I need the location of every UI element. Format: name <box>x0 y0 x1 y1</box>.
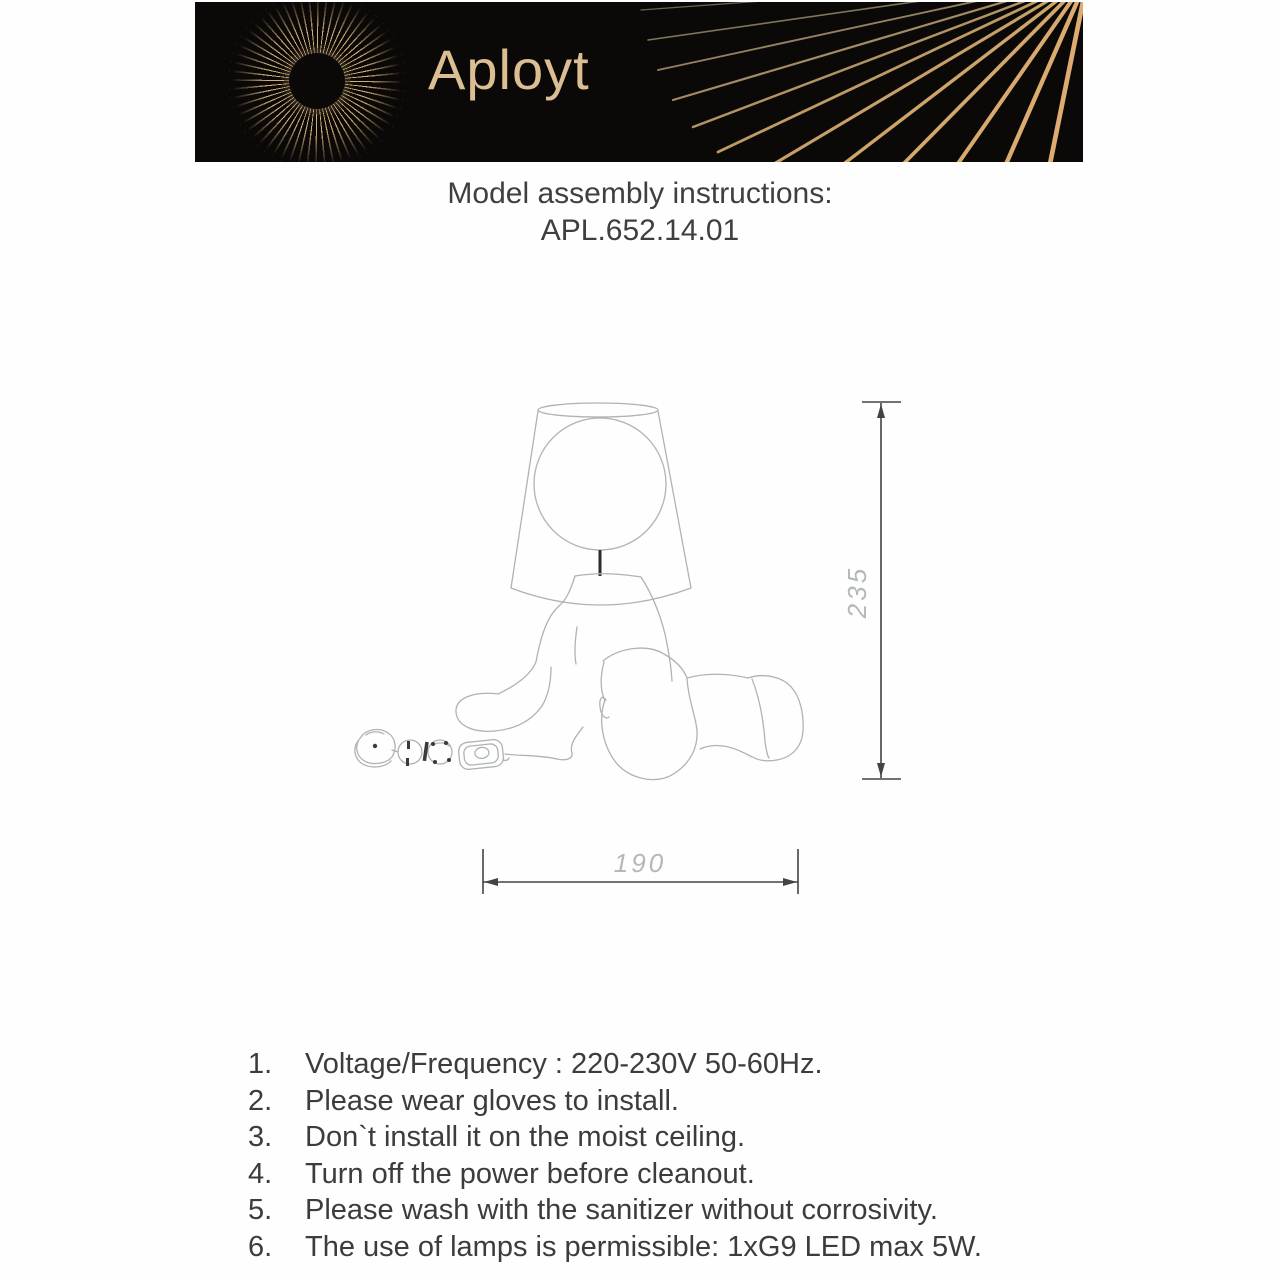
brand-banner <box>195 2 1083 162</box>
model-number: APL.652.14.01 <box>540 214 740 247</box>
list-item <box>248 1156 982 1193</box>
list-item <box>248 1046 982 1083</box>
figure-body-outline <box>456 574 803 780</box>
item-number: 2. <box>248 1084 273 1117</box>
ray-fan-decoration <box>623 2 1083 162</box>
brand-name: Aployt <box>428 38 590 101</box>
inline-switch <box>458 739 505 770</box>
doc-title: Model assembly instructions: <box>447 177 833 210</box>
item-text: Voltage/Frequency : 220-230V 50-60Hz. <box>305 1048 823 1080</box>
height-dimension-label: 235 <box>842 565 872 619</box>
list-item <box>248 1192 982 1229</box>
item-number: 4. <box>248 1157 273 1190</box>
item-number: 3. <box>248 1121 273 1153</box>
height-dimension <box>842 402 901 779</box>
title-block <box>0 175 1280 249</box>
width-dimension <box>483 848 798 894</box>
item-text: Please wash with the sanitizer without corrosivity. <box>305 1194 938 1226</box>
width-dimension-label: 190 <box>613 848 667 878</box>
item-text: The use of lamps is permissible: 1xG9 LED max 5W. <box>305 1230 982 1263</box>
list-item <box>248 1083 982 1120</box>
lamp-globe-outline <box>534 418 666 550</box>
item-number: 6. <box>248 1230 273 1263</box>
sunburst-logo-icon <box>229 2 405 162</box>
item-text: Don`t install it on the moist ceiling. <box>305 1121 746 1153</box>
item-number: 5. <box>248 1194 273 1226</box>
power-cord <box>505 727 583 760</box>
power-plug <box>355 730 395 767</box>
lamp-drawing <box>330 385 910 897</box>
instructions-list <box>248 1046 982 1265</box>
item-text: Please wear gloves to install. <box>305 1084 679 1117</box>
list-item <box>248 1119 982 1156</box>
list-item <box>248 1229 982 1266</box>
item-number: 1. <box>248 1048 273 1080</box>
cord-assembly <box>355 727 583 770</box>
item-text: Turn off the power before cleanout. <box>305 1157 755 1190</box>
